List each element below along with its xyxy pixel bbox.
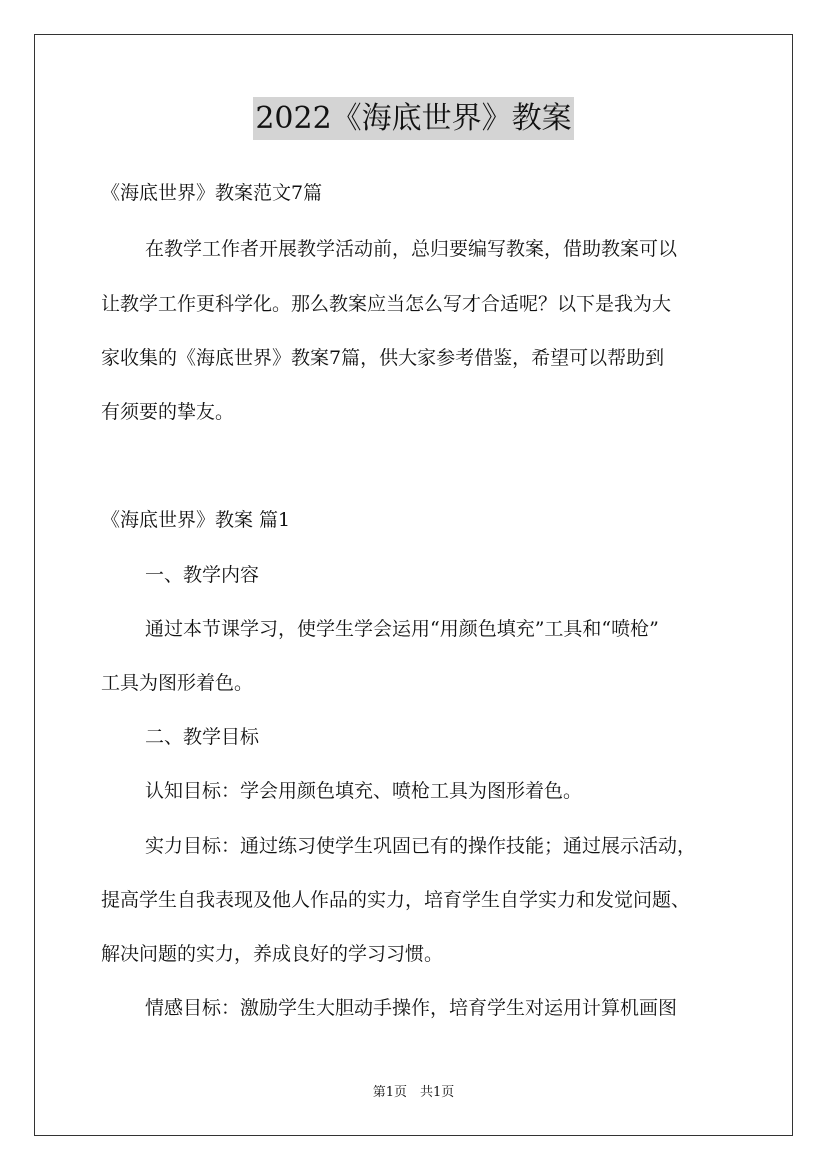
content-line-2: 工具为图形着色。: [101, 672, 254, 694]
intro-line-2: 让教学工作更科学化。那么教案应当怎么写才合适呢？以下是我为大: [101, 293, 672, 315]
document-title-wrap: [0, 97, 827, 140]
subtitle: 《海底世界》教案范文7篇: [101, 182, 323, 204]
page-number: 第1页 共1页: [372, 1085, 455, 1100]
section-heading: 《海底世界》教案 篇1: [101, 509, 291, 531]
heading-goals: 二、教学目标: [145, 726, 260, 748]
goal-ability-line-3: 解决问题的实力，养成良好的学习习惯。: [101, 943, 444, 965]
document-title: 2022《海底世界》教案: [253, 97, 573, 140]
intro-line-1: 在教学工作者开展教学活动前，总归要编写教案，借助教案可以: [145, 238, 678, 260]
intro-line-3: 家收集的《海底世界》教案7篇，供大家参考借鉴，希望可以帮助到: [101, 347, 665, 369]
heading-content: 一、教学内容: [145, 564, 260, 586]
goal-emotion: 情感目标：激励学生大胆动手操作，培育学生对运用计算机画图: [145, 997, 678, 1019]
goal-ability-line-1: 实力目标：通过练习使学生巩固已有的操作技能；通过展示活动，: [145, 835, 697, 857]
intro-line-4: 有须要的挚友。: [101, 401, 235, 423]
content-line-1: 通过本节课学习，使学生学会运用“用颜色填充”工具和“喷枪”: [145, 618, 659, 640]
goal-ability-line-2: 提高学生自我表现及他人作品的实力，培育学生自学实力和发觉问题、: [101, 889, 691, 911]
goal-cognitive: 认知目标：学会用颜色填充、喷枪工具为图形着色。: [145, 780, 583, 802]
